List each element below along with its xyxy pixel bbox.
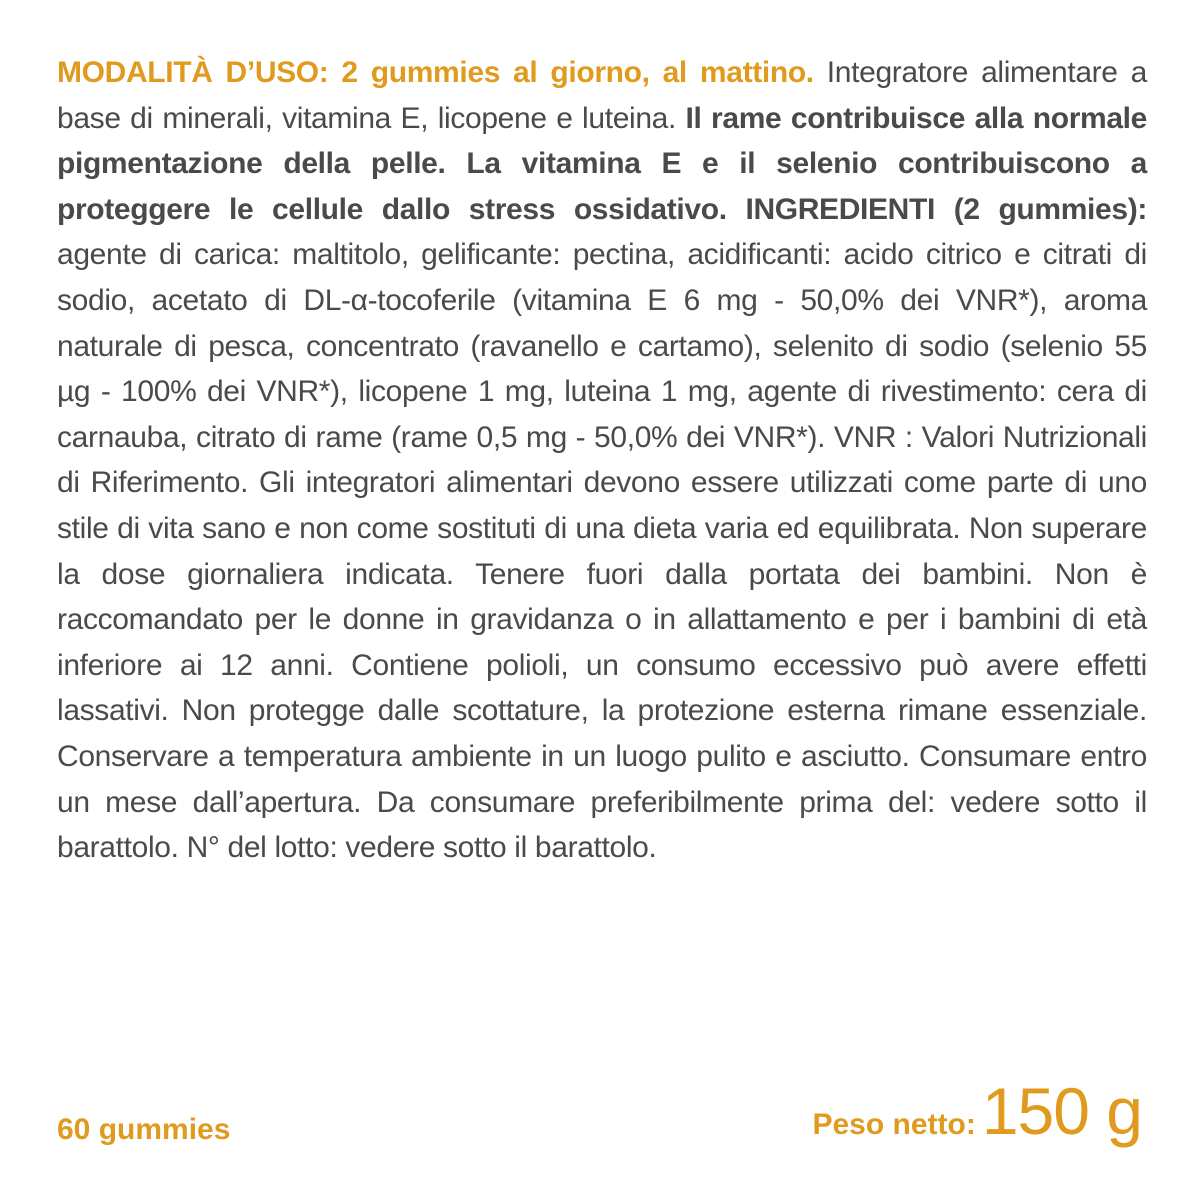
ingredients-text: agente di carica: maltitolo, gelificante: pectina, acidificanti: acido citrico e citrati di sodio, acetato di DL-α-tocoferile (vitamina E 6 mg - 50,0% dei VNR*), aroma naturale di pesca, concentrato (ravanello e cartamo), selenito di sodio (selenio 55 µg - 100% dei VNR*), licopene 1 mg, luteina 1 mg, agente di rivestimento: cera di carnauba, citrato di rame (rame 0,5 mg - 50,0% dei VNR*). VNR : Valori Nutrizionali di Riferimento. Gli integratori alimentari devono essere utilizzati come parte di uno stile di vita sano e non come sostituti di una dieta varia ed equilibrata. Non superare la dose giornaliera indicata. Tenere fuori dalla portata dei bambini. Non è raccomandato per le donne in gravidanza o in allattamento e per i bambini di età inferiore ai 12 anni. Contiene polioli, un consumo eccessivo può avere effetti lassativi. Non protegge dalle scottature, la protezione esterna rimane essenziale. Conservare a temperatura ambiente in un luogo pulito e asciutto. Consumare entro un mese dall’apertura. Da consumare preferibilmente prima del: vedere sotto il barattolo. N° del lotto: vedere sotto il barattolo.: [57, 238, 1147, 865]
gummies-count: 60 gummies: [57, 1113, 231, 1146]
net-weight-value: 150 g: [981, 1074, 1142, 1148]
product-description: Integratore alimentare a base di minerali, vitamina E, licopene e luteina.: [57, 56, 1147, 135]
net-weight-label: Peso netto:: [812, 1108, 976, 1141]
label-body: [57, 50, 1147, 871]
ingredients-heading: INGREDIENTI (2 gummies):: [745, 192, 1147, 226]
usage-heading: MODALITÀ D’USO: 2 gummies al giorno, al mattino.: [57, 56, 814, 89]
net-weight: [812, 1074, 1142, 1148]
health-claim: Il rame contribuisce alla normale pigmentazione della pelle. La vitamina E e il selenio contribuiscono a proteggere le cellule dallo stress ossidativo.: [57, 101, 1147, 226]
